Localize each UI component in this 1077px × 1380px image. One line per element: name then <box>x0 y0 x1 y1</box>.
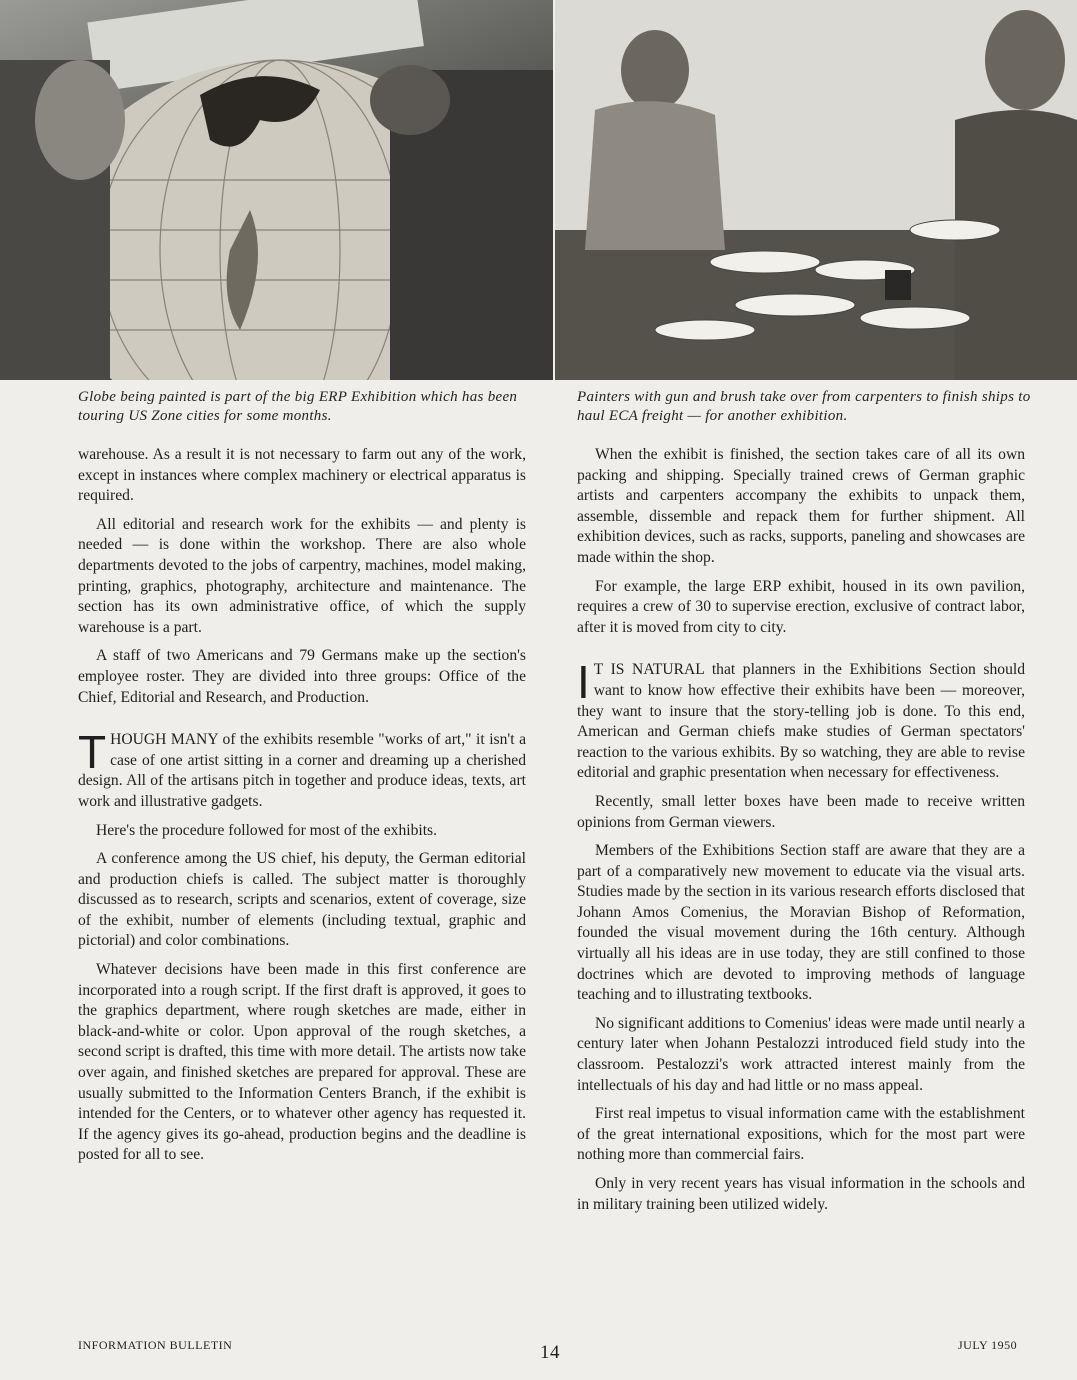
paragraph: A conference among the US chief, his deputy, the German editorial and production chiefs is called. The subject matter is thoroughly discussed as to research, scripts and scenarios, extent of coverage, size of the exhibit, number of elements (including textual, graphic and pictorial) and color combinations. <box>78 850 526 950</box>
paragraph: First real impetus to visual information came with the establishment of the great international expositions, which for the most part were nothing more than commercial fairs. <box>577 1105 1025 1164</box>
paragraph: Whatever decisions have been made in this first conference are incorporated into a rough script. If the first draft is approved, it goes to the graphics department, where rough sketches are made, either in black-and-white or color. Upon approval of the rough sketches, a second script is drafted, this time with more detail. The artists now take over again, and finished sketches are prepared for approval. These are usually submitted to the Information Centers Branch, if the exhibit is intended for the Centers, or to whatever other agency has requested it. If the agency gives its go-ahead, production begins and the deadline is posted for all to see. <box>78 961 526 1164</box>
globe-painting-photo <box>0 0 553 380</box>
paragraph: Only in very recent years has visual information in the schools and in military training been utilized widely. <box>577 1175 1025 1213</box>
section-paragraph <box>78 726 526 812</box>
paragraph: All editorial and research work for the exhibits — and plenty is needed — is done within the workshop. There are also whole departments devoted to the jobs of carpentry, machines, model making, printing, graphics, photography, architecture and maintenance. The section has its own administrative office, of which the supply warehouse is a part. <box>78 515 526 636</box>
paragraph: No significant additions to Comenius' ideas were made until nearly a century later when Johann Pestalozzi introduced field study into the classroom. Pestalozzi's work attracted interest mainly from the intellectuals of his day and had little or no mass appeal. <box>577 1014 1025 1094</box>
photo-caption-globe: Globe being painted is part of the big ERP Exhibition which has been touring US Zone cities for some months. <box>78 389 518 424</box>
publication-name: INFORMATION BULLETIN <box>78 1338 233 1352</box>
paragraph: When the exhibit is finished, the section takes care of all its own packing and shipping. Specially trained crews of German graphic artists and carpenters accompany the exhibits to unpack them, assemble, dissemble and repack them for further shipment. All exhibition devices, such as racks, supports, paneling and showcases are made within the shop. <box>577 446 1025 566</box>
paragraph: Members of the Exhibitions Section staff are aware that they are a part of a comparatively new movement to educate via the visual arts. Studies made by the section in its various research efforts disclosed that Johann Amos Comenius, the Moravian Bishop of Reformation, founded the visual movement during the 16th century. Although virtually all his ideas are in use today, they are still confined to those doctrines which are devoted to improving methods of language teaching and to illustrating textbooks. <box>577 842 1025 1004</box>
paragraph: Here's the procedure followed for most of the exhibits. <box>96 821 438 839</box>
page-number: 14 <box>540 1342 560 1363</box>
paragraph: warehouse. As a result it is not necessary to farm out any of the work, except in instances where complex machinery or electrical apparatus is required. <box>78 446 526 505</box>
drop-cap: T <box>78 726 107 779</box>
globe-illustration <box>0 0 553 380</box>
ship-models-illustration <box>555 0 1077 380</box>
paragraph-text: HOUGH MANY of the exhibits resemble "works of art," it isn't a case of one artist sitting in a corner and dreaming up a cherished design. All of the artisans pitch in together and produce ideas, texts, art work and illustrative gadgets. <box>78 731 526 810</box>
paragraph: Recently, small letter boxes have been made to receive written opinions from German viewers. <box>577 792 1025 831</box>
paragraph: For example, the large ERP exhibit, housed in its own pavilion, requires a crew of 30 to supervise erection, exclusive of contract labor, after it is moved from city to city. <box>577 577 1025 636</box>
issue-date: JULY 1950 <box>958 1338 1018 1352</box>
drop-cap: I <box>577 656 590 709</box>
photo-caption-ships: Painters with gun and brush take over from carpenters to finish ships to haul ECA freight — for another exhibition. <box>577 389 1031 424</box>
article-column-right <box>577 445 1025 1223</box>
paragraph-text: T IS NATURAL that planners in the Exhibitions Section should want to know how effective their exhibits have been — moreover, they want to insure that the story-telling job is done. To this end, American and German chiefs make studies of German spectators' reaction to the various exhibits. By so watching, they are able to revise editorial and graphic presentation when necessary for effectiveness. <box>577 661 1025 782</box>
section-paragraph <box>577 656 1025 784</box>
ship-painting-photo <box>555 0 1077 380</box>
article-column-left <box>78 445 526 1174</box>
paragraph: A staff of two Americans and 79 Germans make up the section's employee roster. They are divided into three groups: Office of the Chief, Editorial and Research, and Production. <box>78 647 526 706</box>
